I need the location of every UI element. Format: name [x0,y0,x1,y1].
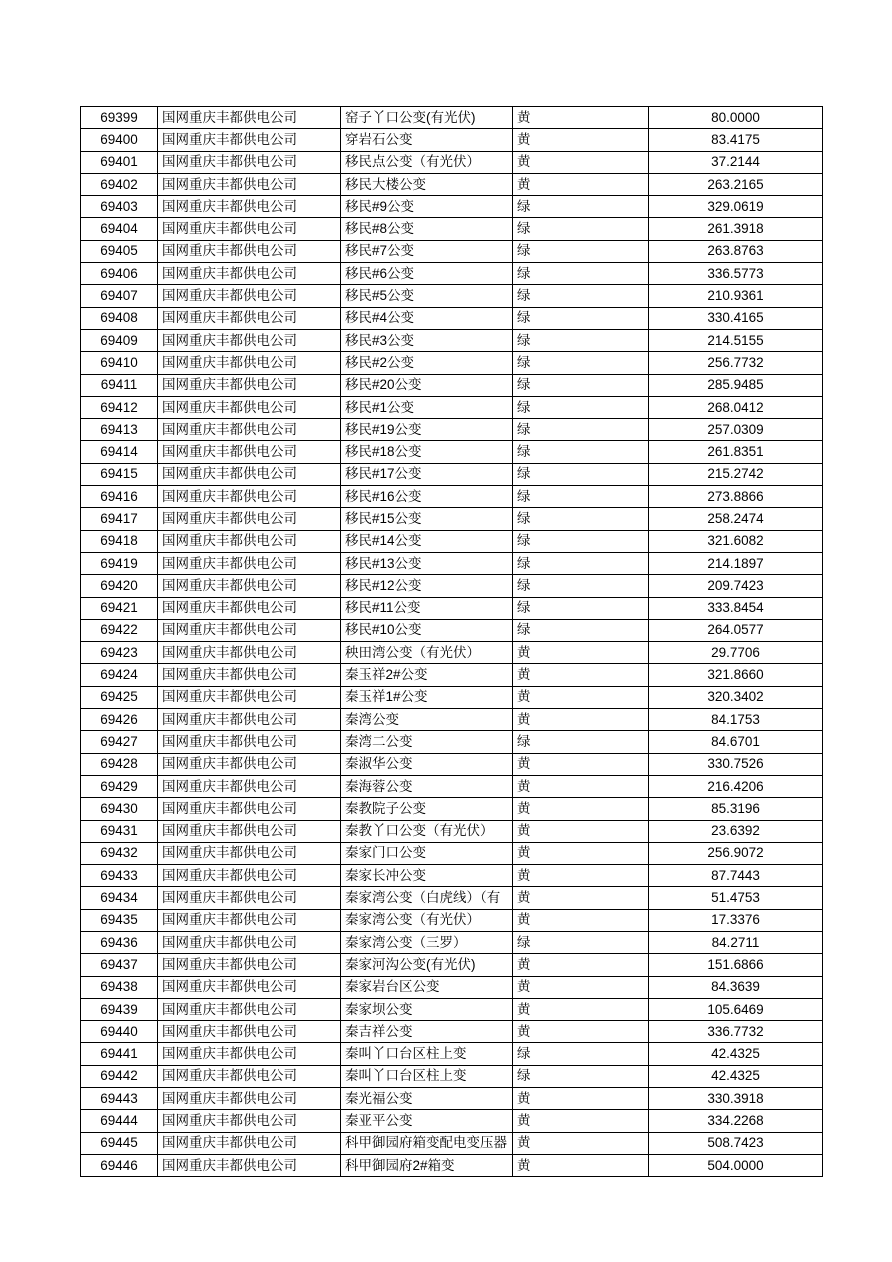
table-row [81,1110,823,1132]
cell-company: 国网重庆丰都供电公司 [158,218,341,240]
cell-station-name: 移民#6公变 [341,263,513,285]
table-row [81,173,823,195]
cell-color-code: 黄 [513,686,649,708]
table-row [81,798,823,820]
cell-company: 国网重庆丰都供电公司 [158,798,341,820]
cell-color-code: 黄 [513,173,649,195]
cell-company: 国网重庆丰都供电公司 [158,1021,341,1043]
cell-id: 69445 [81,1132,158,1154]
table-row [81,954,823,976]
cell-company: 国网重庆丰都供电公司 [158,441,341,463]
table-row [81,709,823,731]
cell-color-code: 绿 [513,419,649,441]
cell-color-code: 黄 [513,642,649,664]
cell-id: 69423 [81,642,158,664]
cell-station-name: 秦家坝公变 [341,998,513,1020]
cell-value: 84.2711 [649,931,823,953]
cell-id: 69402 [81,173,158,195]
cell-company: 国网重庆丰都供电公司 [158,931,341,953]
cell-station-name: 秦教丫口公变（有光伏） [341,820,513,842]
cell-company: 国网重庆丰都供电公司 [158,887,341,909]
cell-station-name: 移民#16公变 [341,486,513,508]
cell-value: 334.2268 [649,1110,823,1132]
cell-id: 69410 [81,352,158,374]
cell-color-code: 绿 [513,575,649,597]
cell-company: 国网重庆丰都供电公司 [158,329,341,351]
cell-id: 69444 [81,1110,158,1132]
cell-company: 国网重庆丰都供电公司 [158,552,341,574]
cell-value: 85.3196 [649,798,823,820]
cell-company: 国网重庆丰都供电公司 [158,1065,341,1087]
cell-value: 210.9361 [649,285,823,307]
cell-id: 69406 [81,263,158,285]
cell-id: 69417 [81,508,158,530]
cell-value: 285.9485 [649,374,823,396]
table-row [81,508,823,530]
cell-color-code: 绿 [513,352,649,374]
cell-id: 69421 [81,597,158,619]
cell-id: 69416 [81,486,158,508]
cell-station-name: 秦吉祥公变 [341,1021,513,1043]
cell-company: 国网重庆丰都供电公司 [158,731,341,753]
cell-color-code: 黄 [513,1021,649,1043]
table-row [81,441,823,463]
cell-color-code: 绿 [513,931,649,953]
cell-id: 69414 [81,441,158,463]
table-row [81,486,823,508]
cell-color-code: 绿 [513,374,649,396]
cell-value: 508.7423 [649,1132,823,1154]
cell-value: 273.8866 [649,486,823,508]
cell-company: 国网重庆丰都供电公司 [158,753,341,775]
cell-station-name: 移民点公变（有光伏） [341,151,513,173]
cell-value: 17.3376 [649,909,823,931]
cell-company: 国网重庆丰都供电公司 [158,1043,341,1065]
table-row [81,374,823,396]
cell-id: 69426 [81,709,158,731]
cell-station-name: 秦家岩台区公变 [341,976,513,998]
cell-color-code: 黄 [513,753,649,775]
cell-color-code: 绿 [513,263,649,285]
cell-id: 69435 [81,909,158,931]
table-row [81,931,823,953]
cell-color-code: 黄 [513,998,649,1020]
cell-company: 国网重庆丰都供电公司 [158,374,341,396]
cell-color-code: 绿 [513,307,649,329]
cell-station-name: 移民#3公变 [341,329,513,351]
cell-color-code: 绿 [513,597,649,619]
cell-company: 国网重庆丰都供电公司 [158,709,341,731]
cell-value: 258.2474 [649,508,823,530]
cell-value: 29.7706 [649,642,823,664]
cell-value: 105.6469 [649,998,823,1020]
cell-color-code: 绿 [513,441,649,463]
table-row [81,1043,823,1065]
table-row [81,686,823,708]
cell-value: 84.1753 [649,709,823,731]
cell-id: 69418 [81,530,158,552]
cell-company: 国网重庆丰都供电公司 [158,463,341,485]
table-row [81,129,823,151]
cell-color-code: 黄 [513,775,649,797]
cell-company: 国网重庆丰都供电公司 [158,820,341,842]
cell-company: 国网重庆丰都供电公司 [158,1110,341,1132]
cell-value: 256.9072 [649,842,823,864]
cell-id: 69412 [81,396,158,418]
cell-station-name: 移民#12公变 [341,575,513,597]
table-row [81,597,823,619]
cell-station-name: 移民大楼公变 [341,173,513,195]
cell-value: 256.7732 [649,352,823,374]
cell-station-name: 秦叫丫口台区柱上变 [341,1043,513,1065]
table-row [81,107,823,129]
table-row [81,240,823,262]
cell-company: 国网重庆丰都供电公司 [158,998,341,1020]
cell-color-code: 黄 [513,820,649,842]
table-row [81,619,823,641]
table-row [81,976,823,998]
cell-station-name: 移民#8公变 [341,218,513,240]
cell-company: 国网重庆丰都供电公司 [158,1088,341,1110]
table-row [81,196,823,218]
cell-value: 336.5773 [649,263,823,285]
cell-id: 69400 [81,129,158,151]
cell-id: 69407 [81,285,158,307]
cell-company: 国网重庆丰都供电公司 [158,129,341,151]
cell-station-name: 秦光福公变 [341,1088,513,1110]
cell-id: 69430 [81,798,158,820]
cell-company: 国网重庆丰都供电公司 [158,352,341,374]
table-row [81,887,823,909]
cell-station-name: 秦海蓉公变 [341,775,513,797]
cell-company: 国网重庆丰都供电公司 [158,508,341,530]
cell-company: 国网重庆丰都供电公司 [158,954,341,976]
cell-id: 69411 [81,374,158,396]
cell-value: 264.0577 [649,619,823,641]
cell-id: 69408 [81,307,158,329]
cell-station-name: 移民#15公变 [341,508,513,530]
table-row [81,396,823,418]
cell-company: 国网重庆丰都供电公司 [158,619,341,641]
cell-station-name: 秦玉祥2#公变 [341,664,513,686]
cell-station-name: 移民#5公变 [341,285,513,307]
cell-value: 333.8454 [649,597,823,619]
cell-station-name: 秦家湾公变（有光伏） [341,909,513,931]
cell-value: 37.2144 [649,151,823,173]
cell-value: 83.4175 [649,129,823,151]
table-row [81,1021,823,1043]
cell-station-name: 秧田湾公变（有光伏） [341,642,513,664]
cell-color-code: 绿 [513,396,649,418]
cell-station-name: 移民#14公变 [341,530,513,552]
cell-color-code: 黄 [513,129,649,151]
cell-station-name: 窑子丫口公变(有光伏) [341,107,513,129]
cell-company: 国网重庆丰都供电公司 [158,151,341,173]
table-row [81,1132,823,1154]
cell-station-name: 秦教院子公变 [341,798,513,820]
cell-id: 69437 [81,954,158,976]
cell-station-name: 穿岩石公变 [341,129,513,151]
cell-station-name: 移民#13公变 [341,552,513,574]
table-row [81,820,823,842]
cell-company: 国网重庆丰都供电公司 [158,686,341,708]
cell-color-code: 绿 [513,463,649,485]
cell-station-name: 秦淑华公变 [341,753,513,775]
cell-value: 87.7443 [649,865,823,887]
cell-value: 257.0309 [649,419,823,441]
cell-company: 国网重庆丰都供电公司 [158,307,341,329]
cell-color-code: 黄 [513,865,649,887]
table-row [81,352,823,374]
cell-company: 国网重庆丰都供电公司 [158,597,341,619]
cell-company: 国网重庆丰都供电公司 [158,486,341,508]
cell-company: 国网重庆丰都供电公司 [158,173,341,195]
cell-company: 国网重庆丰都供电公司 [158,1154,341,1176]
cell-value: 84.3639 [649,976,823,998]
cell-color-code: 黄 [513,842,649,864]
cell-station-name: 秦家河沟公变(有光伏) [341,954,513,976]
table-row [81,731,823,753]
cell-station-name: 移民#20公变 [341,374,513,396]
cell-id: 69425 [81,686,158,708]
cell-station-name: 移民#4公变 [341,307,513,329]
cell-station-name: 秦湾公变 [341,709,513,731]
table-row [81,1065,823,1087]
cell-id: 69440 [81,1021,158,1043]
cell-value: 261.8351 [649,441,823,463]
cell-station-name: 移民#9公变 [341,196,513,218]
cell-station-name: 移民#17公变 [341,463,513,485]
table-row [81,998,823,1020]
cell-company: 国网重庆丰都供电公司 [158,196,341,218]
cell-id: 69409 [81,329,158,351]
cell-company: 国网重庆丰都供电公司 [158,976,341,998]
table-row [81,642,823,664]
cell-value: 330.4165 [649,307,823,329]
table-row [81,151,823,173]
cell-value: 51.4753 [649,887,823,909]
cell-color-code: 绿 [513,1065,649,1087]
cell-id: 69399 [81,107,158,129]
cell-value: 214.5155 [649,329,823,351]
cell-color-code: 绿 [513,486,649,508]
cell-station-name: 科甲御园府箱变配电变压器 [341,1132,513,1154]
cell-id: 69441 [81,1043,158,1065]
cell-id: 69422 [81,619,158,641]
cell-value: 330.7526 [649,753,823,775]
cell-color-code: 绿 [513,1043,649,1065]
cell-id: 69428 [81,753,158,775]
table-row [81,419,823,441]
cell-company: 国网重庆丰都供电公司 [158,664,341,686]
cell-value: 23.6392 [649,820,823,842]
cell-id: 69420 [81,575,158,597]
table-row [81,753,823,775]
cell-station-name: 秦亚平公变 [341,1110,513,1132]
cell-value: 42.4325 [649,1065,823,1087]
cell-id: 69404 [81,218,158,240]
cell-station-name: 移民#10公变 [341,619,513,641]
cell-value: 263.2165 [649,173,823,195]
table-row [81,575,823,597]
cell-color-code: 绿 [513,285,649,307]
cell-company: 国网重庆丰都供电公司 [158,419,341,441]
cell-color-code: 绿 [513,552,649,574]
cell-company: 国网重庆丰都供电公司 [158,396,341,418]
cell-station-name: 秦家门口公变 [341,842,513,864]
table-row [81,1088,823,1110]
cell-value: 214.1897 [649,552,823,574]
cell-id: 69405 [81,240,158,262]
table-row [81,285,823,307]
cell-station-name: 秦家长冲公变 [341,865,513,887]
cell-value: 216.4206 [649,775,823,797]
table-row [81,307,823,329]
cell-id: 69436 [81,931,158,953]
cell-value: 42.4325 [649,1043,823,1065]
cell-id: 69432 [81,842,158,864]
cell-value: 320.3402 [649,686,823,708]
cell-company: 国网重庆丰都供电公司 [158,107,341,129]
cell-company: 国网重庆丰都供电公司 [158,909,341,931]
cell-id: 69442 [81,1065,158,1087]
cell-value: 330.3918 [649,1088,823,1110]
cell-station-name: 秦叫丫口台区柱上变 [341,1065,513,1087]
table-row [81,909,823,931]
distribution-transformer-table [80,106,823,1177]
table-row [81,775,823,797]
cell-color-code: 绿 [513,240,649,262]
cell-id: 69429 [81,775,158,797]
table-row [81,1154,823,1176]
cell-color-code: 绿 [513,508,649,530]
cell-color-code: 绿 [513,619,649,641]
cell-value: 261.3918 [649,218,823,240]
cell-color-code: 黄 [513,151,649,173]
cell-color-code: 绿 [513,196,649,218]
cell-company: 国网重庆丰都供电公司 [158,642,341,664]
cell-station-name: 移民#1公变 [341,396,513,418]
cell-color-code: 绿 [513,329,649,351]
cell-company: 国网重庆丰都供电公司 [158,775,341,797]
cell-id: 69419 [81,552,158,574]
cell-station-name: 科甲御园府2#箱变 [341,1154,513,1176]
table-row [81,842,823,864]
table-row [81,552,823,574]
table-row [81,664,823,686]
cell-company: 国网重庆丰都供电公司 [158,1132,341,1154]
cell-value: 80.0000 [649,107,823,129]
table-row [81,530,823,552]
cell-color-code: 黄 [513,798,649,820]
cell-color-code: 黄 [513,1154,649,1176]
cell-value: 321.6082 [649,530,823,552]
cell-value: 336.7732 [649,1021,823,1043]
cell-station-name: 秦家湾公变（白虎线）（有 [341,887,513,909]
cell-id: 69427 [81,731,158,753]
cell-station-name: 移民#19公变 [341,419,513,441]
cell-value: 84.6701 [649,731,823,753]
cell-color-code: 黄 [513,1088,649,1110]
cell-id: 69439 [81,998,158,1020]
cell-value: 504.0000 [649,1154,823,1176]
cell-id: 69446 [81,1154,158,1176]
cell-color-code: 黄 [513,909,649,931]
table-row [81,463,823,485]
table-row [81,865,823,887]
cell-value: 215.2742 [649,463,823,485]
cell-company: 国网重庆丰都供电公司 [158,865,341,887]
table-body [81,107,823,1177]
cell-id: 69431 [81,820,158,842]
cell-value: 268.0412 [649,396,823,418]
cell-company: 国网重庆丰都供电公司 [158,240,341,262]
cell-id: 69424 [81,664,158,686]
table-row [81,329,823,351]
cell-id: 69434 [81,887,158,909]
cell-id: 69443 [81,1088,158,1110]
cell-color-code: 黄 [513,887,649,909]
cell-id: 69413 [81,419,158,441]
cell-station-name: 秦家湾公变（三罗） [341,931,513,953]
cell-color-code: 黄 [513,664,649,686]
cell-station-name: 秦湾二公变 [341,731,513,753]
cell-value: 151.6866 [649,954,823,976]
cell-color-code: 绿 [513,218,649,240]
cell-company: 国网重庆丰都供电公司 [158,263,341,285]
cell-station-name: 移民#18公变 [341,441,513,463]
cell-id: 69401 [81,151,158,173]
cell-id: 69415 [81,463,158,485]
cell-id: 69433 [81,865,158,887]
cell-company: 国网重庆丰都供电公司 [158,285,341,307]
cell-company: 国网重庆丰都供电公司 [158,575,341,597]
table-row [81,218,823,240]
cell-color-code: 黄 [513,1132,649,1154]
cell-station-name: 秦玉祥1#公变 [341,686,513,708]
data-table-container [80,106,787,1177]
table-row [81,263,823,285]
cell-station-name: 移民#2公变 [341,352,513,374]
cell-color-code: 黄 [513,954,649,976]
cell-company: 国网重庆丰都供电公司 [158,530,341,552]
cell-id: 69403 [81,196,158,218]
cell-color-code: 绿 [513,530,649,552]
cell-value: 329.0619 [649,196,823,218]
cell-id: 69438 [81,976,158,998]
cell-value: 209.7423 [649,575,823,597]
cell-company: 国网重庆丰都供电公司 [158,842,341,864]
cell-color-code: 绿 [513,731,649,753]
cell-value: 321.8660 [649,664,823,686]
cell-color-code: 黄 [513,709,649,731]
cell-color-code: 黄 [513,976,649,998]
cell-station-name: 移民#7公变 [341,240,513,262]
cell-color-code: 黄 [513,1110,649,1132]
cell-color-code: 黄 [513,107,649,129]
cell-station-name: 移民#11公变 [341,597,513,619]
cell-value: 263.8763 [649,240,823,262]
